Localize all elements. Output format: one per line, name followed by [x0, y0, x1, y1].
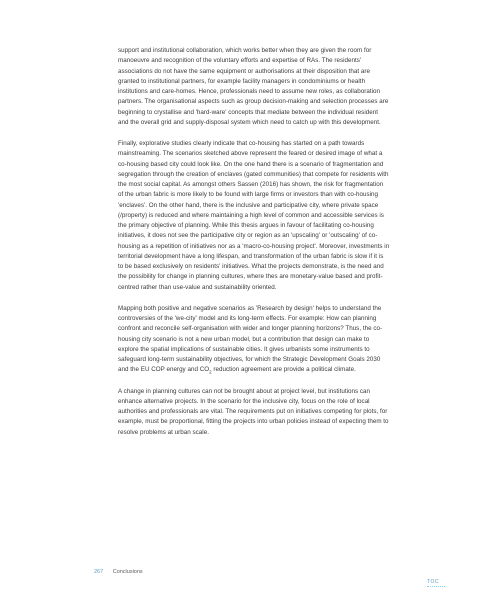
paragraph-2: Finally, explorative studies clearly indicate that co-housing has started on a path towards mainstreaming. The scenarios sketched above represent the feared or desired image of what a co-housing based city could look like. On the one hand there is a scenario of fragmentation and segregation through the creation of enclaves (gated communities) that compete for residents with the most social capital. As amongst others Sassen (2016) has shown, the risk for fragmentation of the urban fabric is more likely to be found with large firms or investors than with co-housing 'enclaves'. On the other hand, there is the inclusive and participative city, where private space (/property) is reduced and where maintaining a high level of common and accessible services is the primary objective of planning. While this thesis argues in favour of facilitating co-housing initiatives, it does not see the participative city or region as an 'upscaling' or 'outscaling' of co-housing as a repetition of initiatives nor as a 'macro-co-housing project'. Moreover, investments in territorial development have a long lifespan, and transformation of the urban fabric is slow if it is to be based exclusively on residents' initiatives. What the projects demonstrate, is the need and the possibility for change in planning cultures, where thes are monetary-value based and profit-centred rather than use-value and sustainability oriented. [118, 140, 390, 291]
page-footer [94, 569, 143, 575]
paragraph-3 [118, 304, 390, 376]
paragraph-3-tail: reduction agreement are provide a political climate. [211, 366, 356, 374]
page-number: 267 [94, 569, 104, 575]
body-text [118, 46, 390, 449]
toc-label: TOC [427, 579, 439, 585]
paragraph-3-text: Mapping both positive and negative scenarios as 'Research by design' helps to understand the controversies of the 'we-city' model and its long-term effects. For example: How can planning confront and reconcile self-organisation with wider and longer planning horizons? Thus, the co-housing city scenario is not a new urban model, but a contribution that design can make to explore the spatial implications of sustainable cities. It gives urbanists some instruments to safeguard long-term sustainability objectives, for which the Strategic Development Goals 2030 and the EU COP energy and CO [118, 304, 383, 374]
section-title: Conclusions [112, 569, 143, 575]
paragraph-4: A change in planning cultures can not be brought about at project level, but institutions can enhance alternative projects. In the scenario for the inclusive city, focus on the role of local authorities and professionals are vital. The requirements put on initiatives competing for plots, for example, must be proportional, fitting the projects into urban policies instead of expecting them to resolve problems at urban scale. [118, 387, 389, 436]
paragraph-1: support and institutional collaboration, which works better when they are given the room for manoeuvre and recognition of the voluntary efforts and expertise of RAs. The residents' associations do not have the same equipment or authorisations at their disposition that are granted to institutional partners, for example facility managers in condominiums or health institutions and care-homes. Hence, professionals need to assume new roles, as collaboration partners. The organisational aspects such as group decision-making and selection processes are beginning to crystallise and 'hard-ware' concepts that mediate between the individual resident and the overall grid and supply-disposal system which need to catch up with this development. [118, 47, 389, 126]
toc-link[interactable] [427, 579, 445, 587]
toc-underline [427, 586, 445, 587]
co2-subscript: 2 [209, 369, 212, 375]
